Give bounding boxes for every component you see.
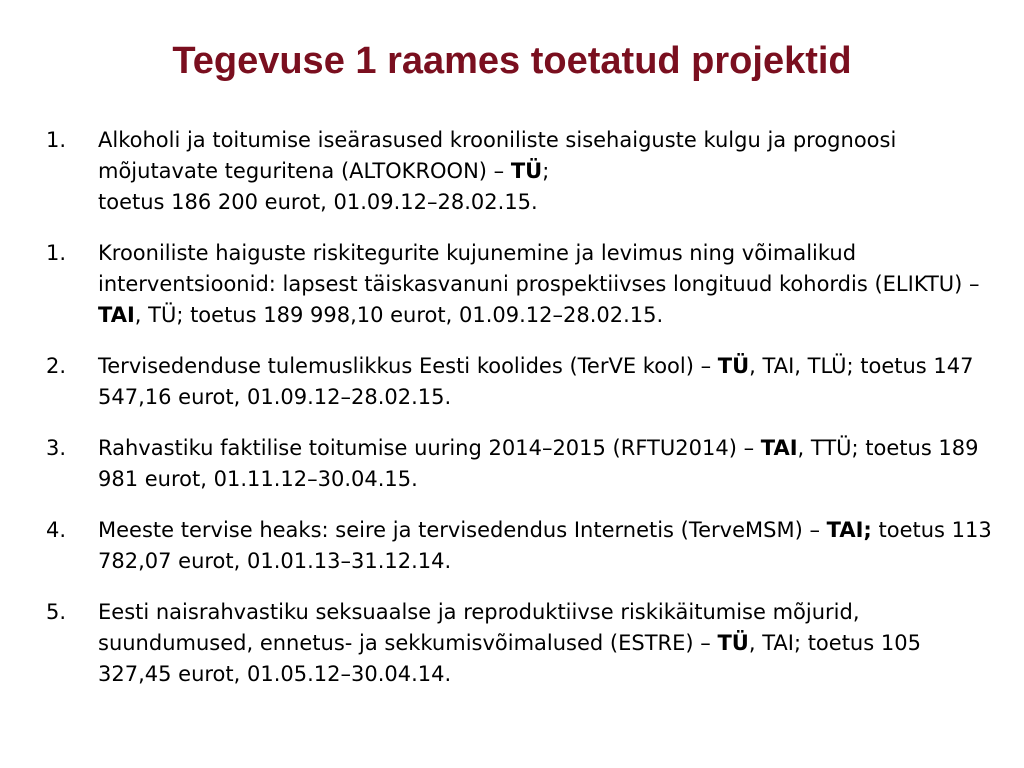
list-item: [46, 125, 996, 218]
item-text: Eesti naisrahvastiku seksuaalse ja reproduktiivse riskikäitumise mõjurid, suundumused, ennetus- ja sekkumisvõimalused (ESTRE) –: [98, 600, 860, 655]
project-list: [46, 125, 996, 710]
item-text: Rahvastiku faktilise toitumise uuring 2014–2015 (RFTU2014) –: [98, 436, 761, 460]
item-funding: toetus 186 200 eurot, 01.09.12–28.02.15.: [98, 190, 538, 214]
list-item: [46, 351, 996, 413]
item-text-after: toetus 113 782,07 eurot, 01.01.13–31.12.14.: [98, 518, 992, 573]
lead-institution: TÜ: [717, 631, 749, 655]
list-item: [46, 433, 996, 495]
item-text: Tervisedenduse tulemuslikkus Eesti koolides (TerVE kool) –: [98, 354, 718, 378]
item-number: 1.: [46, 128, 67, 152]
item-number: 2.: [46, 354, 67, 378]
lead-institution: TÜ: [717, 354, 750, 378]
item-number: 4.: [46, 518, 67, 542]
item-text-after: , TÜ; toetus 189 998,10 eurot, 01.09.12–28.02.15.: [134, 303, 664, 327]
item-text-after: , TAI; toetus 105 327,45 eurot, 01.05.12–30.04.14.: [98, 631, 921, 686]
item-number: 3.: [46, 436, 67, 460]
item-text: Meeste tervise heaks: seire ja tervisedendus Internetis (TerveMSM) –: [98, 518, 827, 542]
lead-institution: TAI: [98, 303, 135, 327]
item-text: Krooniliste haiguste riskitegurite kujunemine ja levimus ning võimalikud interventsioonid: lapsest täiskasvanuni prospektiivses longituud kohordis (ELIKTU) –: [98, 241, 980, 296]
list-item: [46, 597, 996, 690]
lead-institution: TÜ: [510, 159, 543, 183]
list-item: [46, 515, 996, 577]
list-item: [46, 238, 996, 331]
item-text-after: , TTÜ; toetus 189 981 eurot, 01.11.12–30.04.15.: [98, 436, 979, 491]
item-text-after: , TAI, TLÜ; toetus 147 547,16 eurot, 01.09.12–28.02.15.: [98, 354, 974, 409]
slide-title: Tegevuse 1 raames toetatud projektid: [172, 40, 852, 82]
lead-institution: TAI;: [826, 518, 872, 542]
item-number: 1.: [46, 241, 67, 265]
item-text: Alkoholi ja toitumise iseärasused krooniliste sisehaiguste kulgu ja prognoosi mõjutavate teguritena (ALTOKROON) –: [98, 128, 897, 183]
lead-institution: TAI: [760, 436, 798, 460]
item-number: 5.: [46, 600, 67, 624]
item-text-after: ;: [542, 159, 550, 183]
